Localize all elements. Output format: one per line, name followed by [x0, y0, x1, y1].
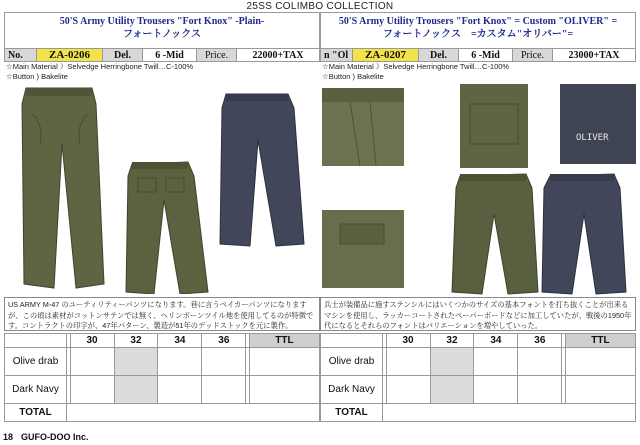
size-32: 32 [430, 334, 474, 348]
qty-cell[interactable] [70, 348, 114, 376]
price-label: Price. [197, 49, 237, 61]
order-table-left [4, 333, 320, 422]
total-row [321, 404, 636, 422]
stencil-text: OLIVER [576, 133, 609, 143]
product-code: ZA-0207 [353, 49, 419, 61]
qty-cell[interactable] [114, 348, 158, 376]
color-row [5, 376, 320, 404]
olive-trousers-back [452, 174, 538, 294]
delivery-value: 6 -Mid [459, 49, 513, 61]
qty-cell[interactable] [202, 376, 246, 404]
no-label: No. [5, 49, 37, 61]
color-name: Dark Navy [5, 376, 67, 404]
qty-cell[interactable] [114, 376, 158, 404]
olive-trousers-front [22, 88, 104, 288]
color-row [321, 348, 636, 376]
qty-cell[interactable] [430, 376, 474, 404]
price-value: 22000+TAX [252, 49, 304, 61]
order-table-right [320, 333, 636, 422]
delivery-value: 6 -Mid [143, 49, 197, 61]
page-number: 18 [3, 432, 14, 442]
total-cell [383, 404, 636, 422]
qty-cell[interactable] [474, 376, 518, 404]
no-label: n "Ol [321, 49, 353, 61]
ttl-cell [249, 348, 319, 376]
ttl-cell [565, 348, 635, 376]
qty-cell[interactable] [430, 348, 474, 376]
qty-cell[interactable] [474, 348, 518, 376]
product-title-jp: フォートノックス [122, 29, 202, 40]
product-title-en: 50'S Army Utility Trousers "Fort Knox" -Plain- [59, 16, 265, 27]
product-left [4, 12, 320, 332]
delivery-label: Del. [103, 49, 143, 61]
total-label: TOTAL [321, 404, 383, 422]
page-title: 25SS COLIMBO COLLECTION [246, 1, 394, 12]
qty-cell[interactable] [202, 348, 246, 376]
product-description: 兵士が装備品に施すステンシルにはいくつかのサイズの基本フォントを打ち抜くことが出来るマシンを使用し、ラッカーコートされたペーパーボードなどに加工していたが、戦後の1950年代になるとそれらのフォントはバリエーションを増やしていった。 [320, 297, 636, 331]
navy-trousers-back [542, 174, 626, 294]
trousers-photo [320, 84, 636, 296]
size-30: 30 [386, 334, 430, 348]
total-cell [67, 404, 320, 422]
company-name: GUFO-DOO Inc. [21, 432, 89, 442]
size-header-row [5, 334, 320, 348]
price-label: Price. [513, 49, 553, 61]
olive-trousers-back [126, 162, 208, 294]
qty-cell[interactable] [386, 376, 430, 404]
footer [3, 432, 89, 442]
ttl-header: TTL [249, 334, 319, 348]
product-title-jp: フォートノックス =カスタム"オリバー"= [382, 29, 574, 40]
qty-cell[interactable] [158, 376, 202, 404]
delivery-label: Del. [419, 49, 459, 61]
product-title [320, 12, 636, 48]
spec-row [4, 48, 320, 62]
qty-cell[interactable] [158, 348, 202, 376]
material-info: ☆Main Material ）Selvedge Herringbone Twill…C-100% [6, 62, 194, 71]
navy-trousers [220, 94, 304, 246]
size-34: 34 [158, 334, 202, 348]
ttl-cell [249, 376, 319, 404]
product-description: US ARMY M-47 のユーティリティーパンツになります。巷に言うベイカーパンツになります が、この頃は素材がコットンサテンでは無く、ヘリンボーンツイル地を使用してるのが特徴です。コントラクトの印字が、47年パターン、製造が51年のデッドストックを元に製作。 [4, 297, 320, 331]
color-row [5, 348, 320, 376]
color-row [321, 376, 636, 404]
size-30: 30 [70, 334, 114, 348]
ttl-cell [565, 376, 635, 404]
size-36: 36 [518, 334, 562, 348]
spec-row [320, 48, 636, 62]
total-row [5, 404, 320, 422]
ttl-header: TTL [565, 334, 635, 348]
total-label: TOTAL [5, 404, 67, 422]
detail-photo-fly [322, 210, 404, 288]
price-value: 23000+TAX [568, 49, 620, 61]
detail-photo-stencil [560, 84, 636, 164]
material-info: ☆Main Material ）Selvedge Herringbone Twill…C-100% [322, 62, 510, 71]
product-right [320, 12, 636, 332]
size-32: 32 [114, 334, 158, 348]
size-36: 36 [202, 334, 246, 348]
detail-photo-waist [322, 88, 404, 166]
color-name: Olive drab [5, 348, 67, 376]
product-code: ZA-0206 [37, 49, 103, 61]
qty-cell[interactable] [518, 348, 562, 376]
color-name: Olive drab [321, 348, 383, 376]
button-info: ☆Button ) Bakelite [6, 72, 68, 81]
detail-photo-pocket [460, 84, 528, 168]
button-info: ☆Button ) Bakelite [322, 72, 384, 81]
qty-cell[interactable] [518, 376, 562, 404]
size-34: 34 [474, 334, 518, 348]
qty-cell[interactable] [70, 376, 114, 404]
product-title [4, 12, 320, 48]
trousers-photo [4, 84, 320, 294]
size-header-row [321, 334, 636, 348]
color-name: Dark Navy [321, 376, 383, 404]
qty-cell[interactable] [386, 348, 430, 376]
product-title-en: 50'S Army Utility Trousers "Fort Knox" = Custom "OLIVER" = [338, 16, 618, 27]
